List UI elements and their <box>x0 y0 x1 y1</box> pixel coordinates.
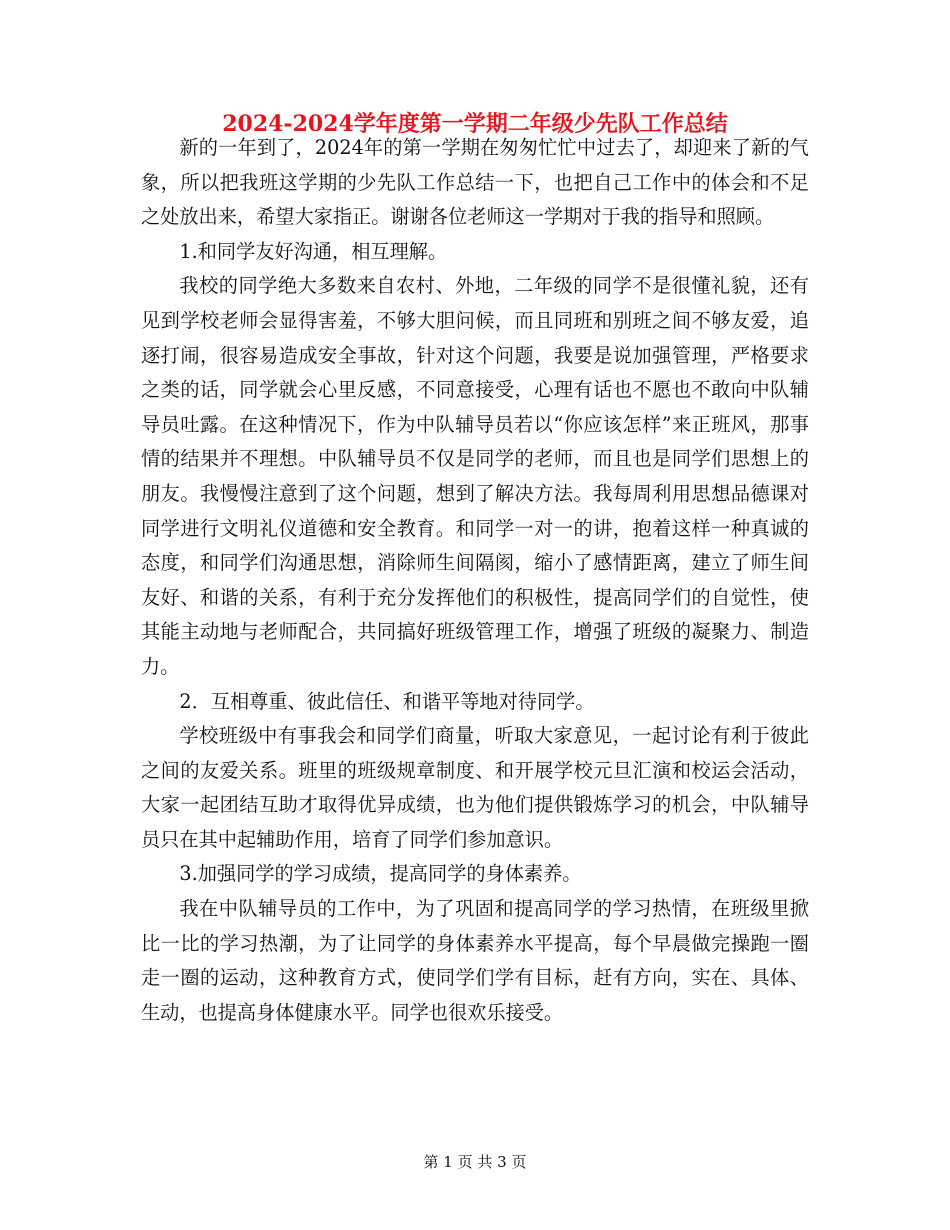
paragraph-intro: 新的一年到了，2024年的第一学期在匆匆忙忙中过去了，却迎来了新的气象，所以把我班这学期的少先队工作总结一下，也把自己工作中的体会和不足之处放出来，希望大家指正。谢谢各位老师这一学期对于我的指导和照顾。 <box>141 136 809 229</box>
section-heading-2: 2．互相尊重、彼此信任、和谐平等地对待同学。 <box>179 689 595 713</box>
document-title: 2024-2024学年度第一学期二年级少先队工作总结 <box>222 111 728 137</box>
page-footer: 第 1 页 共 3 页 <box>423 1153 527 1171</box>
document-body <box>141 131 809 1030</box>
paragraph-section-2: 学校班级中有事我会和同学们商量，听取大家意见，一起讨论有利于彼此之间的友爱关系。班里的班级规章制度、和开展学校元旦汇演和校运会活动，大家一起团结互助才取得优异成绩，也为他们提供锻炼学习的机会，中队辅导员只在其中起辅助作用，培育了同学们参加意识。 <box>141 724 809 851</box>
paragraph-section-1: 我校的同学绝大多数来自农村、外地，二年级的同学不是很懂礼貌，还有见到学校老师会显得害羞，不够大胆问候，而且同班和别班之间不够友爱，追逐打闹，很容易造成安全事故，针对这个问题，我要是说加强管理，严格要求之类的话，同学就会心里反感，不同意接受，心理有话也不愿也不敢向中队辅导员吐露。在这种情况下，作为中队辅导员若以“你应该怎样”来正班风，那事情的结果并不理想。中队辅导员不仅是同学的老师，而且也是同学们思想上的朋友。我慢慢注意到了这个问题，想到了解决方法。我每周利用思想品德课对同学进行文明礼仪道德和安全教育。和同学一对一的讲，抱着这样一种真诚的态度，和同学们沟通思想，消除师生间隔阂，缩小了感情距离，建立了师生间友好、和谐的关系，有利于充分发挥他们的积极性，提高同学们的自觉性，使其能主动地与老师配合，共同搞好班级管理工作，增强了班级的凝聚力、制造力。 <box>141 274 809 678</box>
section-heading-3: 3.加强同学的学习成绩，提高同学的身体素养。 <box>179 862 582 886</box>
section-heading-1: 1.和同学友好沟通，相互理解。 <box>179 239 448 263</box>
paragraph-section-3: 我在中队辅导员的工作中，为了巩固和提高同学的学习热情，在班级里掀比一比的学习热潮，为了让同学的身体素养水平提高，每个早晨做完操跑一圈走一圈的运动，这种教育方式，使同学们学有目标，赶有方向，实在、具体、生动，也提高身体健康水平。同学也很欢乐接受。 <box>141 897 809 1024</box>
